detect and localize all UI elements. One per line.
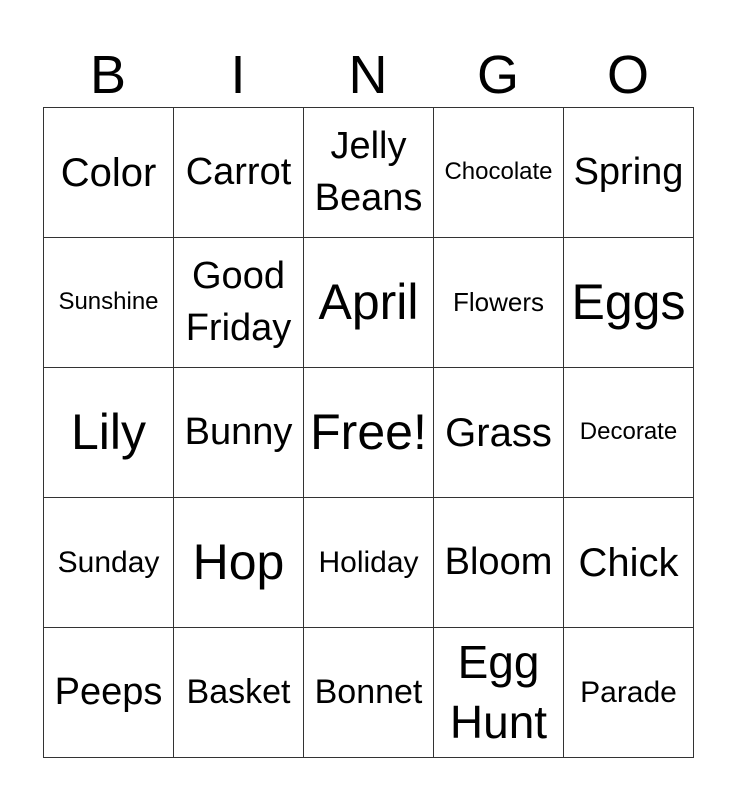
bingo-cell[interactable] <box>564 498 694 628</box>
cell-label: Flowers <box>452 287 544 318</box>
cell-label: Egg Hunt <box>449 635 548 748</box>
bingo-cell[interactable] <box>434 498 564 628</box>
bingo-cell[interactable] <box>304 498 434 628</box>
cell-label: Peeps <box>54 670 163 713</box>
bingo-cell[interactable] <box>174 108 304 238</box>
header-letter-i: I <box>230 45 246 105</box>
cell-label: Good Friday <box>185 255 292 349</box>
bingo-cell[interactable] <box>174 498 304 628</box>
header-letter-b: B <box>89 45 127 105</box>
cell-label: Lily <box>70 404 147 460</box>
bingo-cell[interactable] <box>44 628 174 758</box>
bingo-cell[interactable] <box>564 628 694 758</box>
cell-label: Jelly Beans <box>314 125 423 219</box>
bingo-cell[interactable] <box>564 238 694 368</box>
cell-label: Hop <box>192 534 285 590</box>
cell-label: Sunday <box>57 546 160 579</box>
bingo-cell[interactable] <box>174 238 304 368</box>
cell-label: Chick <box>578 540 679 585</box>
header-letter-n: N <box>348 45 388 105</box>
bingo-cell[interactable] <box>44 238 174 368</box>
bingo-cell[interactable] <box>434 108 564 238</box>
cell-label: Bunny <box>184 410 293 453</box>
bingo-cell[interactable] <box>434 628 564 758</box>
cell-label: Spring <box>573 150 684 193</box>
bingo-cell[interactable] <box>44 108 174 238</box>
cell-label: Parade <box>580 676 677 709</box>
cell-label: Carrot <box>185 150 292 193</box>
bingo-cell[interactable] <box>434 368 564 498</box>
cell-label: Decorate <box>579 418 678 446</box>
bingo-cell[interactable] <box>564 368 694 498</box>
cell-label: Eggs <box>571 274 686 330</box>
cell-label: Bonnet <box>314 672 423 711</box>
cell-label: Chocolate <box>444 158 553 186</box>
bingo-cell[interactable] <box>44 498 174 628</box>
cell-label: Bloom <box>444 540 553 583</box>
cell-label: Free! <box>310 404 427 460</box>
header-letter-o: O <box>606 45 649 105</box>
bingo-cell[interactable] <box>434 238 564 368</box>
bingo-free-cell[interactable] <box>304 368 434 498</box>
cell-label: Holiday <box>318 546 419 579</box>
bingo-cell[interactable] <box>304 238 434 368</box>
cell-label: Grass <box>445 410 552 455</box>
bingo-cell[interactable] <box>564 108 694 238</box>
cell-label: April <box>318 274 419 330</box>
bingo-header <box>43 42 693 108</box>
bingo-cell[interactable] <box>174 628 304 758</box>
cell-label: Basket <box>186 672 291 711</box>
bingo-cell[interactable] <box>304 628 434 758</box>
cell-label: Color <box>60 150 157 195</box>
cell-label: Sunshine <box>58 288 159 316</box>
bingo-cell[interactable] <box>174 368 304 498</box>
bingo-cell[interactable] <box>44 368 174 498</box>
header-letter-g: G <box>476 45 519 105</box>
bingo-grid <box>43 107 694 758</box>
bingo-cell[interactable] <box>304 108 434 238</box>
